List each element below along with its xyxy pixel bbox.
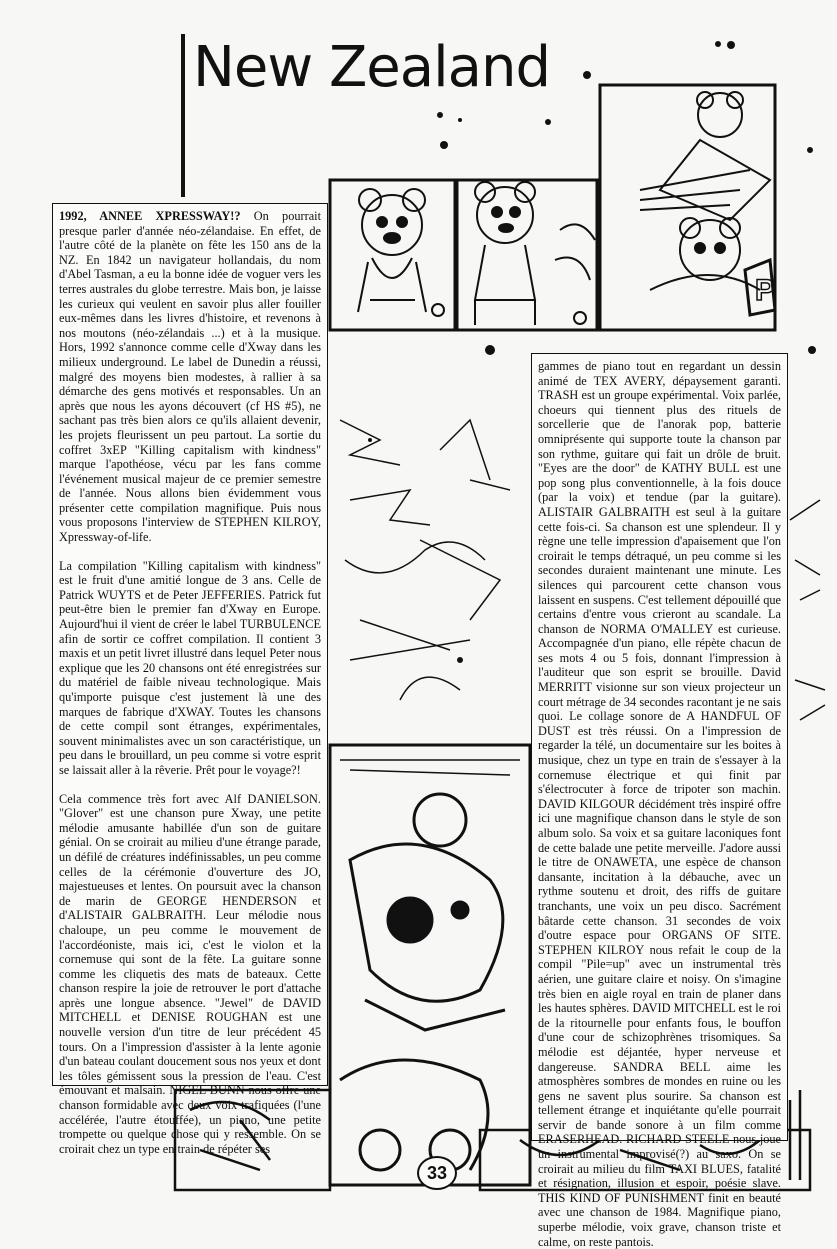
article-column-right <box>531 353 788 1249</box>
article-column-left <box>52 203 328 1156</box>
page-title: New Zealand <box>193 35 550 100</box>
comic-panel-2 <box>457 180 597 330</box>
comic-panel-lower <box>330 745 530 1185</box>
article-paragraph: 1992, ANNEE XPRESSWAY!? On pourrait presque parler d'année néo-zélandaise. En effet, de l'autre côté de la planète on fête les 150 ans de la NZ. En 1842 un navigateur hollandais, du nom d'Abel Tasman, a eu la bonne idée de voguer vers les terres australes du globe terrestre. Mais bon, je laisse les curieux qui veulent en savoir plus aller fouiller eux-mêmes dans les livres d'histoire, et revenons à nos moutons (néo-zélandais ...) et à la musique. Hors, 1992 s'annonce comme celle d'Xway dans les milieux underground. Le label de Dunedin a réussi, malgré des moyens bien modestes, à rallier à sa démarche des gens motivés et responsables. Un an après que nous les ayons découvert (cf HS #5), ne sachant pas très bien alors ce qu'ils allaient devenir, les projets fleurissent un peu partout. La sortie du coffret 3xEP "Killing capitalism with kindness" marque l'apothéose, vécu par les fans comme l'événement musical majeur de ce premier semestre de l'année. Nous allons bien évidemment vous présenter cette compilation magnifique. Puis nous vous proposons l'interview de STEPHEN KILROY, Xpressway-of-life. <box>59 209 321 545</box>
comic-panel-3 <box>600 85 775 330</box>
article-paragraph: Cela commence très fort avec Alf DANIELSON. "Glover" est une chanson pure Xway, une petite mélodie amusante habillée d'un son de guitare génial. On se croirait au milieu d'une étrange parade, un défilé de créatures indéfinissables, un peu comme celles de la cérémonie d'ouverture des JO, majestueuses et lentes. On poursuit avec la chanson de marin de GEORGE HENDERSON et d'ALISTAIR GALBRAITH. Leur mélodie nous chaloupe, un peu comme le mouvement de l'accordéoniste, mais ici, c'est le violon et la cornemuse qui sont de la fête. La guitare sonne comme les cliquetis des mats de bateaux. Cette chanson respire la joie de retrouver le port d'attache après une longue absence. "Jewel" de DAVID MITCHELL et DENISE ROUGHAN est une nouvelle version d'un titre de leur précédent 45 tours. On a l'impression d'assister à la lente agonie d'un bateau coulant doucement sous nos yeux et dont les tôles gémissent sous la pression de l'eau. C'est émouvant et malsain. NIGEL BUNN nous offre une chanson formidable avec deux voix trafiquées (l'une accélérée, l'autre étouffée), un piano, une petite trompette ou quelque chose qui y ressemble. On se croirait chez un type en train de répéter ses <box>59 791 321 1156</box>
article-lead: 1992, ANNEE XPRESSWAY!? <box>59 209 241 223</box>
page-number: 33 <box>417 1156 457 1190</box>
title-vertical-rule <box>181 34 185 197</box>
comic-panel-1 <box>330 180 455 330</box>
svg-text:P: P <box>755 274 776 307</box>
article-paragraph: gammes de piano tout en regardant un dessin animé de TEX AVERY, dépaysement garanti. TRASH est un groupe expérimental. Voix parlée, choeurs qui tiennent plus des rituels de sorcellerie que de l'anorak pop, batterie omniprésente qui supporte toute la chanson par son rythme, guitare qui fait un drôle de bruit. "Eyes are the door" de KATHY BULL est une pop song plus conventionnelle, à la fois douce (par la voix) et tendue (par la guitare). ALISTAIR GALBRAITH est seul à la guitare cette fois-ci. Sa chanson est une splendeur. Il y règne une telle impression d'apaisement que l'on croirait le temps détraqué, un peu comme si les secondes duraient maintenant une minute. Les silences qui parcourent cette chanson vous laissent en suspens. C'est tellement dépouillé que certains d'entre vous crieront au scandale. La chanson de NORMA O'MALLEY est curieuse. Accompagnée d'un piano, elle répète chacun de ses mots 4 ou 5 fois, donnant l'impression à l'auditeur que son esprit se brouille. David MERRITT visionne sur son vieux projecteur un court métrage de 34 secondes racontant je ne sais quoi. Le collage sonore de A HANDFUL OF DUST est très réussi. On a l'impression de regarder la télé, un documentaire sur les boites à musique, chez un type en train de s'essayer à la cornemuse électrique et qui finit par s'électrocuter à force de tripoter son machin. DAVID KILGOUR décidément très inspiré offre ici une magnifique chanson dans le style de son album solo. Sa voix et sa guitare laconiques font de cette balade une petite merveille. J'adore aussi le titre de ONAWETA, une espèce de chanson dansante, incitation à la débauche, avec un rythme soutenu et droit, des riffs de guitare tranchants, une voix un peu disco. Sacrément bâtarde cette chanson. 31 secondes de voix d'outre espace pour ORGANS OF SITE. STEPHEN KILROY nous refait le coup de la compil "Pile=up" avec un instrumental très aérien, une guitare claire et noisy. On s'imagine très bien en aigle royal en train de planer dans les hautes sphères. DAVID MITCHELL est le roi de la ritournelle pour enfants fous, le bouffon d'une cour de schizophrènes trisomiques. Sa mélodie est déjantée, hyper nerveuse et dangereuse. SANDRA BELL aime les atmosphères sombres de mondes en ruine ou les gens ne savent plus sourire. Sa chanson est tellement étrange et inquiétante qu'elle pourrait servir de bande sonore à un film comme ERASERHEAD. RICHARD STEELE nous joue un instrumental improvisé(?) au saxo. On se croirait au milieu du film TAXI BLUES, fatalité et résignation, illusion et espoir, poésie slave. THIS KIND OF PUNISHMENT finit en beauté avec une chanson de 1984. Magnifique piano, superbe mélodie, voix grave, chanson triste et calme, on reste pantois. <box>538 359 781 1249</box>
article-paragraph: La compilation "Killing capitalism with kindness" est le fruit d'une amitié longue de 3 ans. Celle de Patrick WUYTS et de Peter JEFFERIES. Patrick fut peut-être bien le premier fan d'Xway en Europe. Aujourd'hui il vient de créer le label TURBULENCE afin de sortir ce coffret compilation. Il contient 3 maxis et un petit livret illustré dans lequel Peter nous explique que les 20 chansons ont été enregistrées sur du matériel de faible niveau technologique. Mais qu'importe puisque c'est justement là une des marques de fabrique d'XWAY. Toutes les chansons de cette compil sont étranges, expérimentales, souvent minimalistes avec un son caractéristique, un peu dans le brouillard, un peu comme si votre esprit se laissait aller à la rêverie. Prêt pour le voyage?! <box>59 558 321 777</box>
